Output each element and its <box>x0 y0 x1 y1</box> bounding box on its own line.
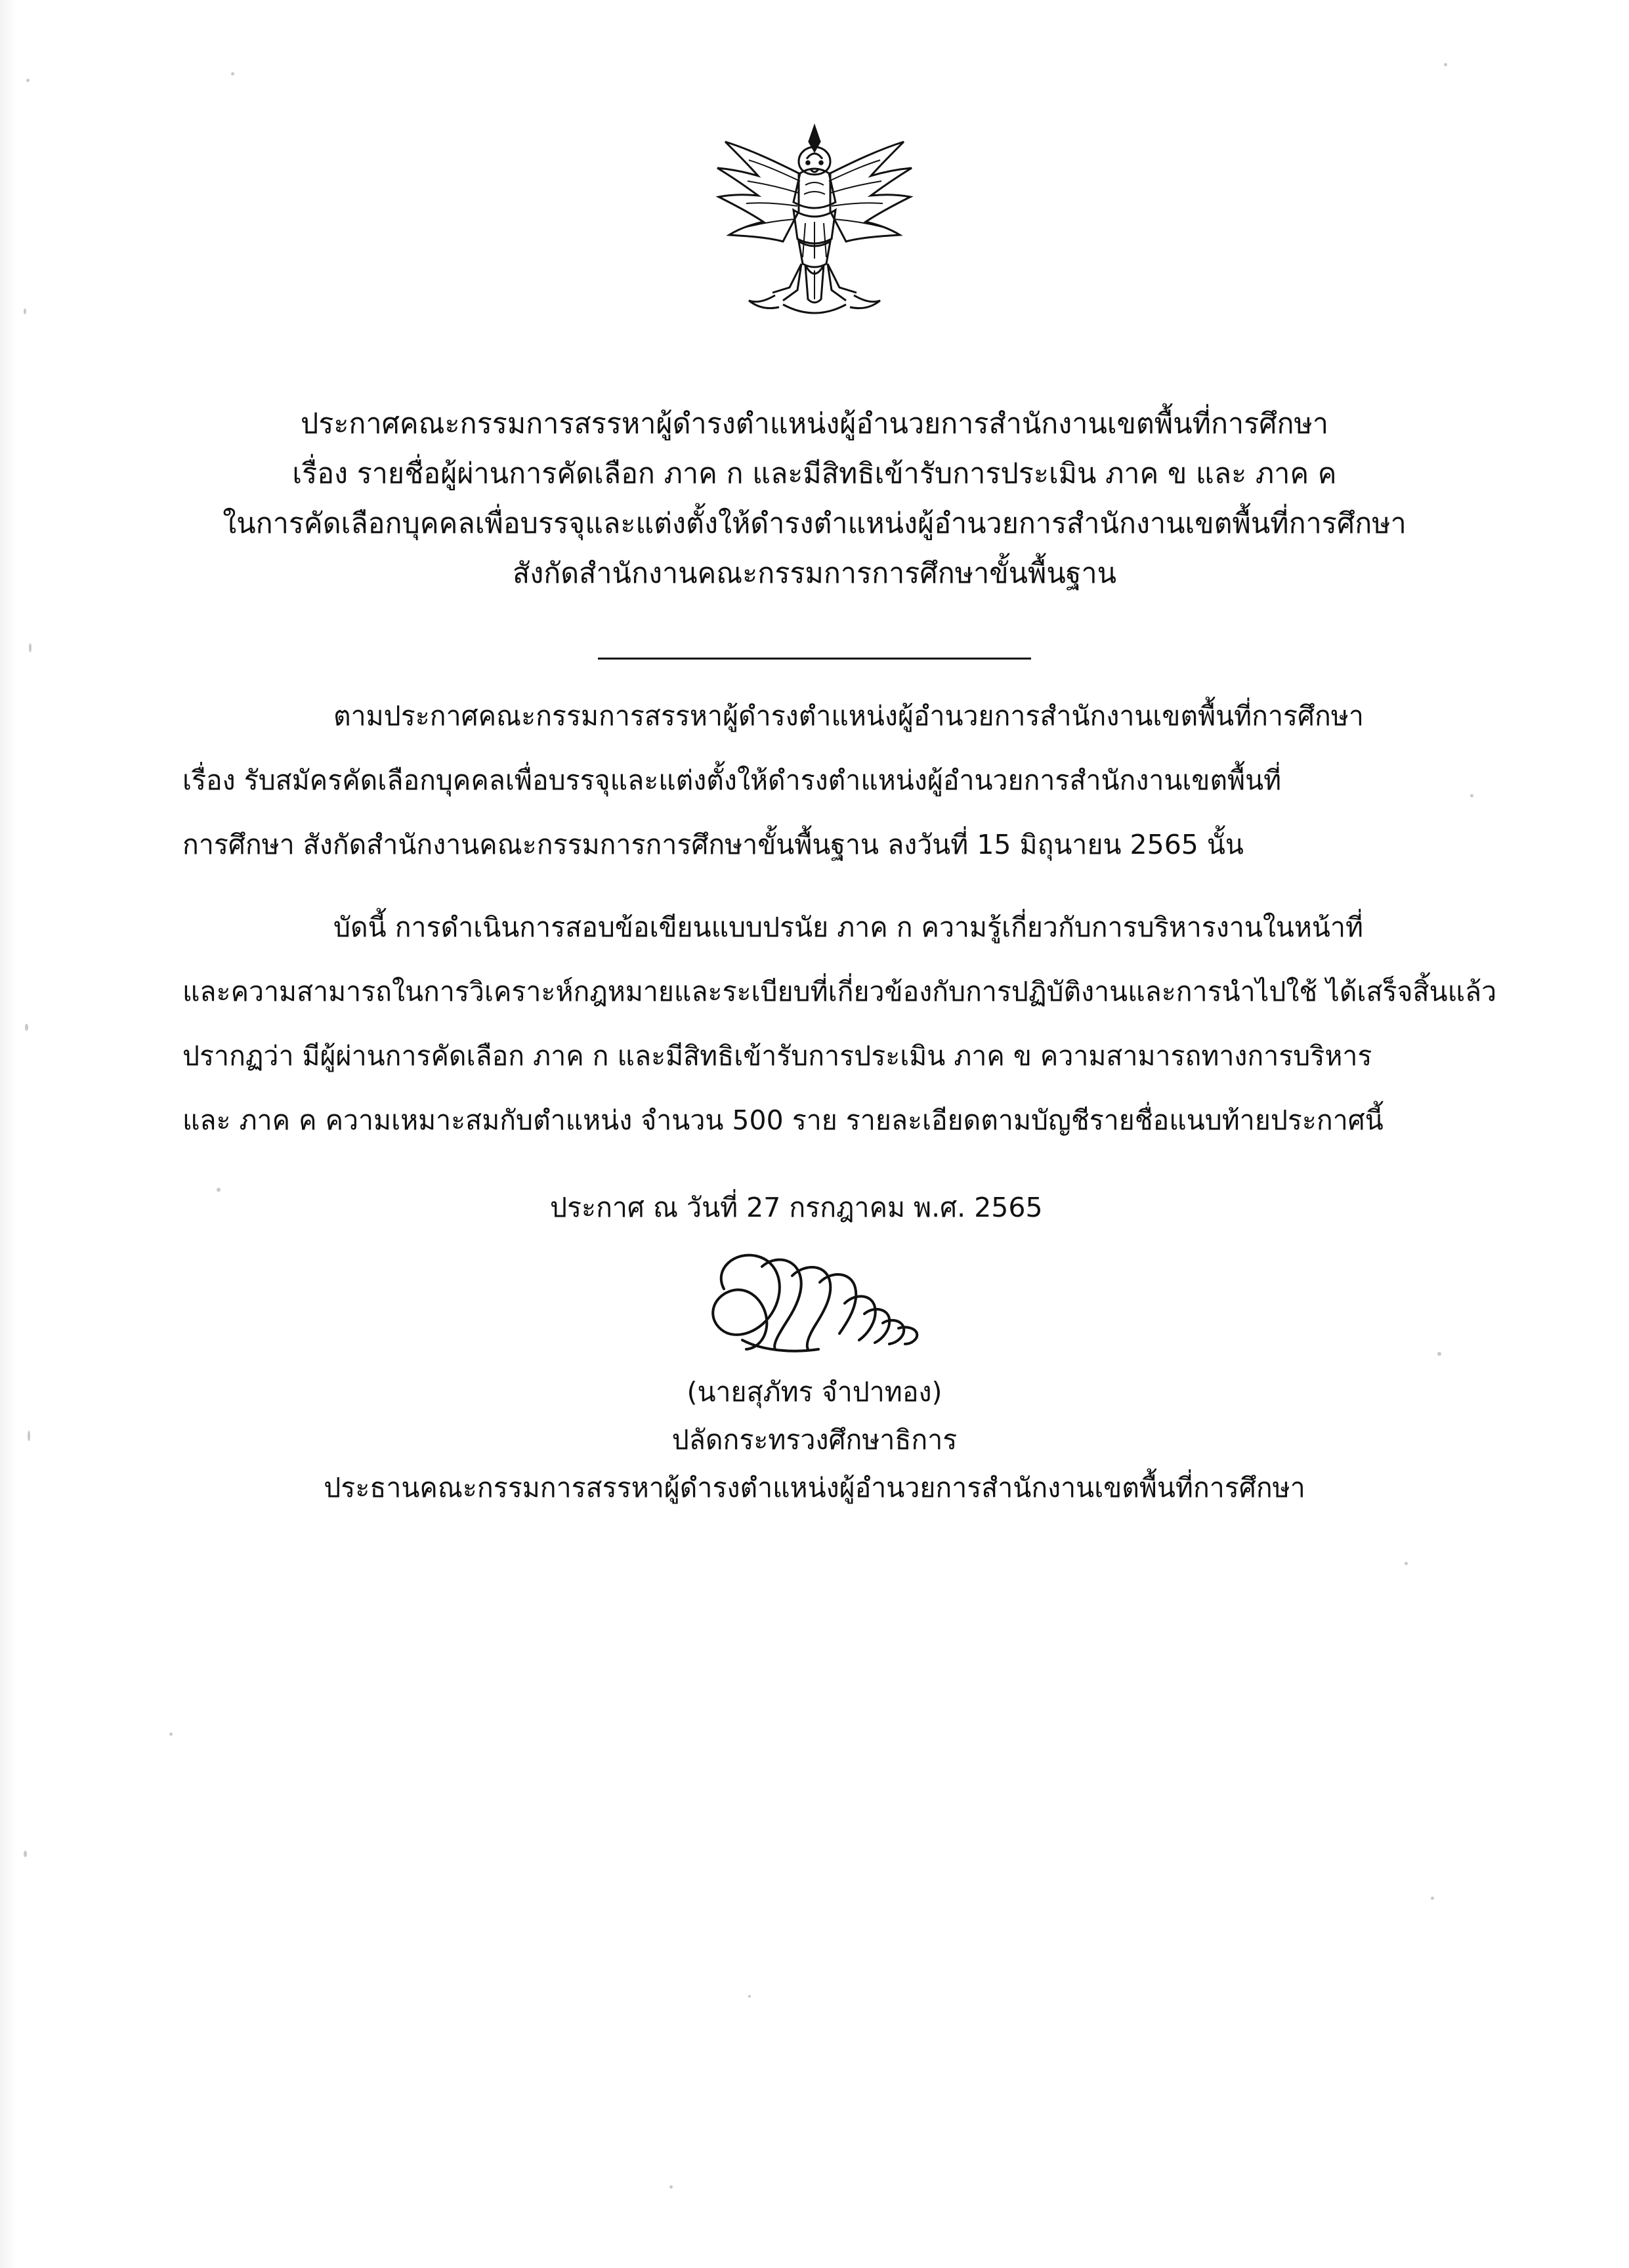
scan-speck <box>669 2185 673 2189</box>
signatory-role: ประธานคณะกรรมการสรรหาผู้ดำรงตำแหน่งผู้อำนวยการสำนักงานเขตพื้นที่การศึกษา <box>324 1472 1305 1503</box>
scan-speck <box>24 1851 27 1857</box>
scan-edge-shadow <box>0 0 17 2268</box>
paragraph-2 <box>182 895 1497 1152</box>
document-heading <box>0 399 1629 598</box>
signatory-name: (นายสุภัทร จำปาทอง) <box>687 1376 942 1408</box>
paragraph-1 <box>182 684 1456 877</box>
heading-line-1: ประกาศคณะกรรมการสรรหาผู้ดำรงตำแหน่งผู้อำนวยการสำนักงานเขตพื้นที่การศึกษา <box>300 408 1329 440</box>
scan-speck <box>29 643 32 652</box>
heading-divider <box>598 658 1031 660</box>
paragraph-2-line-1: บัดนี้ การดำเนินการสอบข้อเขียนแบบปรนัย ภาค ก ความรู้เกี่ยวกับการบริหารงานในหน้าที่ <box>333 912 1364 943</box>
paragraph-2-line-4: และ ภาค ค ความเหมาะสมกับตำแหน่ง จำนวน 500 ราย รายละเอียดตามบัญชีรายชื่อแนบท้ายประกาศนี้ <box>182 1104 1384 1136</box>
paragraph-2-line-2: และความสามารถในการวิเคราะห์กฎหมายและระเบียบที่เกี่ยวข้องกับการปฏิบัติงานและการนำไปใช้ ได้เสร็จสิ้นแล้ว <box>182 976 1497 1007</box>
scan-speck <box>25 1024 28 1031</box>
scan-speck <box>1431 1897 1434 1900</box>
paragraph-1-line-2: เรื่อง รับสมัครคัดเลือกบุคคลเพื่อบรรจุและแต่งตั้งให้ดำรงตำแหน่งผู้อำนวยการสำนักงานเขตพื้นที่ <box>182 765 1282 796</box>
signatory-position: ปลัดกระทรวงศึกษาธิการ <box>671 1424 958 1456</box>
scan-speck <box>169 1732 173 1736</box>
announced-date: ประกาศ ณ วันที่ 27 กรกฎาคม พ.ศ. 2565 <box>550 1192 1043 1223</box>
paragraph-1-line-1: ตามประกาศคณะกรรมการสรรหาผู้ดำรงตำแหน่งผู้อำนวยการสำนักงานเขตพื้นที่การศึกษา <box>333 700 1364 732</box>
scan-speck <box>231 72 234 75</box>
paragraph-1-line-3: การศึกษา สังกัดสำนักงานคณะกรรมการการศึกษาขั้นพื้นฐาน ลงวันที่ 15 มิถุนายน 2565 นั้น <box>182 829 1244 860</box>
scan-speck <box>26 79 30 82</box>
scan-speck <box>748 1995 751 1998</box>
scan-speck <box>24 308 26 314</box>
scan-speck <box>1405 1562 1408 1565</box>
signature-mark <box>664 1240 965 1365</box>
document-body <box>182 684 1497 1232</box>
heading-line-2: เรื่อง รายชื่อผู้ผ่านการคัดเลือก ภาค ก และมีสิทธิเข้ารับการประเมิน ภาค ข และ ภาค ค <box>292 457 1337 490</box>
heading-line-4: สังกัดสำนักงานคณะกรรมการการศึกษาขั้นพื้นฐาน <box>512 557 1117 590</box>
heading-line-3: ในการคัดเลือกบุคคลเพื่อบรรจุและแต่งตั้งให้ดำรงตำแหน่งผู้อำนวยการสำนักงานเขตพื้นที่การศึกษา <box>222 507 1407 540</box>
scan-speck <box>1444 63 1447 66</box>
scan-speck <box>1470 794 1473 797</box>
paragraph-2-line-3: ปรากฏว่า มีผู้ผ่านการคัดเลือก ภาค ก และมีสิทธิเข้ารับการประเมิน ภาค ข ความสามารถทางการบริหาร <box>182 1040 1372 1072</box>
signature-block <box>0 1368 1629 1512</box>
garuda-emblem <box>677 113 952 349</box>
scan-speck <box>1437 1352 1441 1356</box>
